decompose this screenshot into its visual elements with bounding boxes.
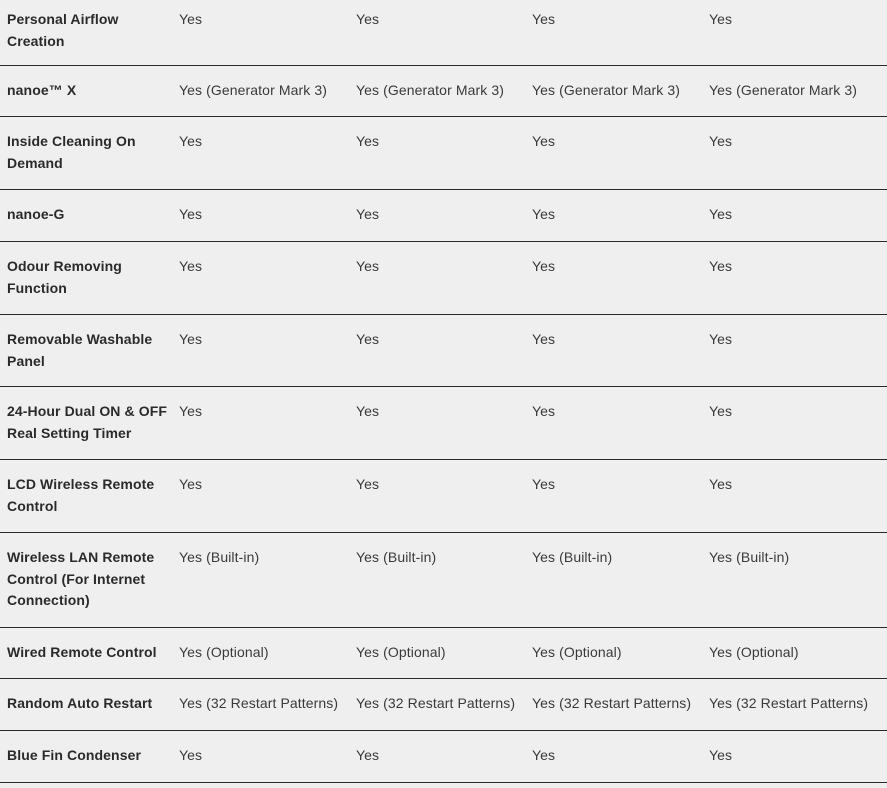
feature-value: Yes	[179, 206, 203, 222]
feature-value: Yes	[709, 258, 733, 274]
feature-value: Yes	[709, 133, 733, 149]
feature-value: Yes (Generator Mark 3)	[356, 82, 504, 98]
table-row	[0, 190, 887, 242]
table-row	[0, 628, 887, 679]
feature-value: Yes	[179, 331, 203, 347]
feature-value: Yes (Optional)	[709, 644, 799, 660]
table-row	[0, 387, 887, 460]
feature-label: Odour Removing Function	[7, 258, 122, 296]
feature-value: Yes	[179, 476, 203, 492]
feature-value: Yes (Built-in)	[356, 549, 437, 565]
feature-value: Yes (Optional)	[356, 644, 446, 660]
feature-label: Wired Remote Control	[7, 644, 157, 660]
table-row	[0, 679, 887, 731]
feature-value: Yes	[532, 133, 556, 149]
table-row	[0, 315, 887, 387]
feature-label: Wireless LAN Remote Control (For Internet Connection)	[7, 549, 155, 608]
feature-value: Yes	[709, 403, 733, 419]
table-row	[0, 0, 887, 66]
feature-value: Yes	[179, 133, 203, 149]
feature-value: Yes	[356, 476, 380, 492]
feature-value: Yes (Built-in)	[709, 549, 790, 565]
feature-label: nanoe-G	[7, 206, 65, 222]
feature-label: Random Auto Restart	[7, 695, 153, 711]
feature-value: Yes (Optional)	[532, 644, 622, 660]
feature-value: Yes (Generator Mark 3)	[179, 82, 327, 98]
feature-value: Yes	[709, 206, 733, 222]
feature-value: Yes	[356, 133, 380, 149]
feature-value: Yes (Generator Mark 3)	[709, 82, 857, 98]
feature-label: LCD Wireless Remote Control	[7, 476, 155, 514]
feature-value: Yes	[356, 258, 380, 274]
feature-value: Yes	[709, 476, 733, 492]
feature-label: Inside Cleaning On Demand	[7, 133, 136, 171]
feature-value: Yes	[532, 403, 556, 419]
feature-value: Yes	[532, 476, 556, 492]
feature-value: Yes	[179, 403, 203, 419]
feature-value: Yes (Built-in)	[179, 549, 260, 565]
feature-value: Yes (Built-in)	[532, 549, 613, 565]
feature-value: Yes (32 Restart Patterns)	[532, 695, 692, 711]
feature-value: Yes	[709, 747, 733, 763]
feature-value: Yes	[532, 206, 556, 222]
feature-value: Yes	[356, 331, 380, 347]
feature-value: Yes (Optional)	[179, 644, 269, 660]
table-row	[0, 242, 887, 315]
feature-value: Yes (32 Restart Patterns)	[709, 695, 869, 711]
feature-value: Yes (Generator Mark 3)	[532, 82, 680, 98]
table-row	[0, 533, 887, 628]
feature-label: Personal Airflow Creation	[7, 11, 119, 49]
feature-value: Yes	[532, 747, 556, 763]
feature-value: Yes	[179, 11, 203, 27]
feature-value: Yes	[356, 206, 380, 222]
feature-value: Yes	[532, 258, 556, 274]
feature-value: Yes	[356, 747, 380, 763]
feature-value: Yes	[532, 331, 556, 347]
feature-label: nanoe™ X	[7, 82, 77, 98]
feature-value: Yes	[532, 11, 556, 27]
feature-value: Yes (32 Restart Patterns)	[356, 695, 516, 711]
feature-value: Yes (32 Restart Patterns)	[179, 695, 339, 711]
feature-value: Yes	[356, 11, 380, 27]
feature-value: Yes	[709, 331, 733, 347]
feature-label: Blue Fin Condenser	[7, 747, 142, 763]
table-row	[0, 731, 887, 783]
feature-value: Yes	[179, 258, 203, 274]
feature-label: Removable Washable Panel	[7, 331, 153, 369]
feature-value: Yes	[356, 403, 380, 419]
feature-value: Yes	[179, 747, 203, 763]
table-row	[0, 66, 887, 117]
feature-label: 24-Hour Dual ON & OFF Real Setting Timer	[7, 403, 167, 441]
table-row	[0, 460, 887, 533]
table-row	[0, 117, 887, 190]
feature-value: Yes	[709, 11, 733, 27]
